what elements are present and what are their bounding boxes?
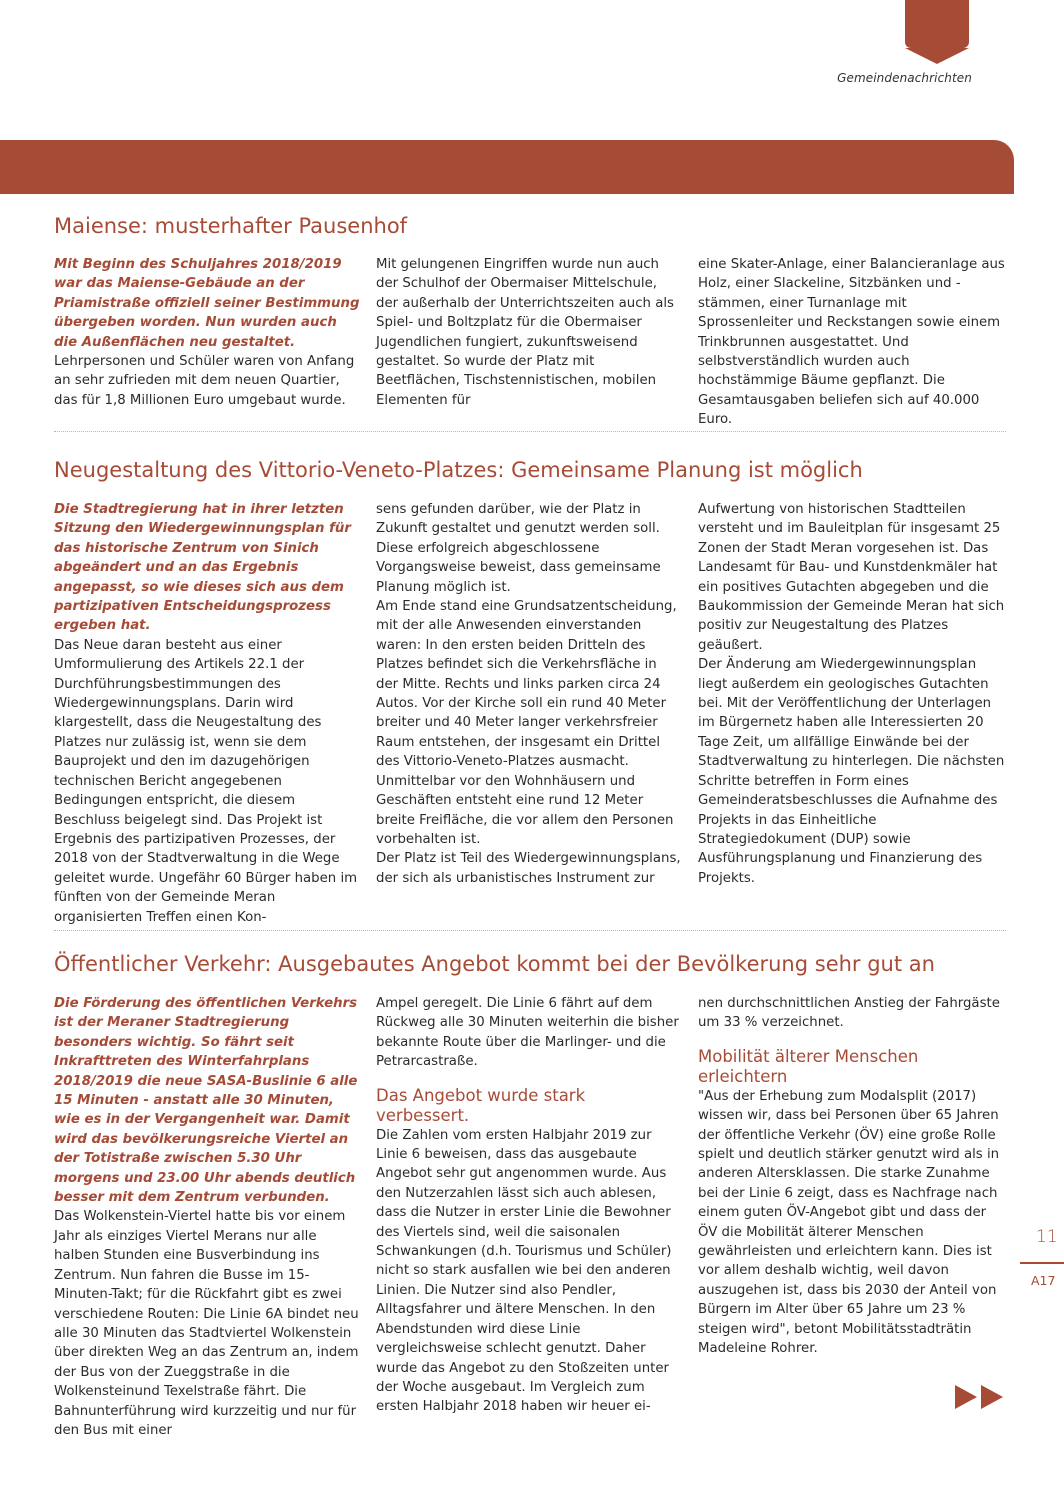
column-3 xyxy=(698,994,1006,1440)
article-paragraph: Der Platz ist Teil des Wiedergewinnungsplans, der sich als urbanistisches Instrument zur xyxy=(376,851,681,886)
column-2 xyxy=(376,255,682,430)
article-lead: Mit Beginn des Schuljahres 2018/2019 war das Maiense-Gebäude an der Priamistraße offiziell seiner Bestimmung übergeben worden. Nun wurden auch die Außenflächen neu gestaltet. xyxy=(54,257,360,350)
article-paragraph: eine Skater-Anlage, einer Balancieranlage aus Holz, einer Slackeline, Sitzbänken und -stämmen, einer Turnanlage mit Sprossenleiter und Reckstangen sowie einem Trinkbrunnen ausgestattet. Und selbstverständlich wurden auch hochstämmige Bäume gepflanzt. Die Gesamtausgaben beliefen sich auf 40.000 Euro. xyxy=(698,257,1005,428)
column-1 xyxy=(54,500,360,927)
page-number: 11 xyxy=(1036,1227,1058,1247)
section-divider xyxy=(54,431,1006,432)
column-3 xyxy=(698,255,1006,430)
article-paragraph: Aufwertung von historischen Stadtteilen versteht und im Bauleitplan für insgesamt 25 Zonen der Stadt Meran vorgesehen ist. Das Landesamt für Bau- und Kunstdenkmäler hat ein positives Gutachten abgegeben und die Baukommission der Gemeinde Meran hat sich positiv zur Neugestaltung des Platzes geäußert. xyxy=(698,502,1005,653)
article-maiense xyxy=(54,212,1006,430)
article-paragraph: Am Ende stand eine Grundsatzentscheidung, mit der alle Anwesenden einverstanden waren: In den ersten beiden Dritteln des Platzes befindet sich die Verkehrsfläche in der Mitte. Rechts und links parken circa 24 Autos. Vor der Kirche soll ein rund 40 Meter breiter und 40 Meter langer verkehrsfreier Raum entstehen, der insgesamt ein Drittel des Vittorio-Veneto-Platzes ausmacht. Unmittelbar vor den Wohnhäusern und Geschäften entsteht eine rund 12 Meter breite Freifläche, die vor allem den Personen vorbehalten ist. xyxy=(376,599,677,847)
article-columns xyxy=(54,255,1006,430)
article-paragraph: Die Zahlen vom ersten Halbjahr 2019 zur Linie 6 beweisen, dass das ausgebaute Angebot sehr gut angenommen wurde. Aus den Nutzerzahlen lässt sich auch ablesen, dass die Nutzer in erster Linie die Bewohner des Viertels sind, weil die saisonalen Schwankungen (d.h. Tourismus und Schüler) nicht so stark ausfallen wie bei den anderen Linien. Die Nutzer sind also Pendler, Alltagsfahrer und ältere Menschen. In den Abendstunden wird diese Linie vergleichsweise schlecht genutzt. Daher wurde das Angebot zu den Stoßzeiten unter der Woche ausgebaut. Im Vergleich zum ersten Halbjahr 2018 haben wir heuer ei- xyxy=(376,1127,672,1415)
article-paragraph: Lehrpersonen und Schüler waren von Anfang an sehr zufrieden mit dem neuen Quartier, das für 1,8 Millionen Euro umgebaut wurde. xyxy=(54,354,355,408)
article-paragraph: "Aus der Erhebung zum Modalsplit (2017) wissen wir, dass bei Personen über 65 Jahren der öffentliche Verkehr (ÖV) eine große Rolle spielt und deutlich stärker genutzt wird als in anderen Altersklassen. Die starke Zunahme bei der Linie 6 zeigt, dass es Nachfrage nach einem guten ÖV-Angebot gibt und dass der ÖV die Mobilität älterer Menschen gewährleisten und erleichtern kann. Dies ist vor allem deshalb wichtig, weil davon auszugehen ist, dass bis 2030 der Anteil von Bürgern im Alter über 65 Jahre um 23 % steigen wird", betont Mobilitätsstadträtin Madeleine Rohrer. xyxy=(698,1088,1000,1357)
article-columns xyxy=(54,994,1006,1440)
article-paragraph: Das Neue daran besteht aus einer Umformulierung des Artikels 22.1 der Durchführungsbestimmungen des Wiedergewinnungsplans. Darin wird klargestellt, dass die Neugestaltung des Platzes nur zulässig ist, wenn sie dem Bauprojekt und den im dazugehörigen technischen Bericht angegebenen Bedingungen entspricht, die diesem Beschluss beigelegt sind. Das Projekt ist Ergebnis des partizipativen Prozesses, der 2018 von der Stadtverwaltung in die Wege geleitet wurde. Ungefähr 60 Bürger haben im fünften von der Gemeinde Meran organisierten Treffen einen Kon- xyxy=(54,637,358,925)
article-title: Maiense: musterhafter Pausenhof xyxy=(54,214,408,238)
subheading: Das Angebot wurde stark verbessert. xyxy=(376,1085,586,1125)
article-columns xyxy=(54,500,1006,927)
page-number-rule xyxy=(1020,1262,1064,1264)
column-2 xyxy=(376,994,682,1440)
article-vittorio-veneto xyxy=(54,456,1006,927)
article-paragraph: Das Wolkenstein-Viertel hatte bis vor einem Jahr als einziges Viertel Merans nur alle halben Stunden eine Busverbindung ins Zentrum. Nun fahren die Busse im 15-Minuten-Takt; für die Rückfahrt gibt es zwei verschiedene Routen: Die Linie 6A bindet neu alle 30 Minuten das Stadtviertel Wolkenstein über direkten Weg an das Zentrum an, indem der Bus von der Zueggstraße in die Wolkensteinund Texelstraße fährt. Die Bahnunterführung wird kurzzeitig und nur für den Bus mit einer xyxy=(54,1209,359,1438)
column-3 xyxy=(698,500,1006,927)
article-lead: Die Stadtregierung hat in ihrer letzten Sitzung den Wiedergewinnungsplan für das historische Zentrum von Sinich abgeändert und an das Ergebnis angepasst, so wie dieses sich aus dem partizipativen Entscheidungsprozess ergeben hat. xyxy=(54,502,351,634)
article-paragraph: Ampel geregelt. Die Linie 6 fährt auf dem Rückweg alle 30 Minuten weiterhin die bisher bekannte Route über die Marlinger- und die Petrarcastraße. xyxy=(376,996,679,1070)
article-lead: Die Förderung des öffentlichen Verkehrs ist der Meraner Stadtregierung besonders wichtig. So fährt seit Inkrafttreten des Winterfahrplans 2018/2019 die neue SASA-Buslinie 6 alle 15 Minuten - anstatt alle 30 Minuten, wie es in der Vergangenheit war. Damit wird das bevölkerungsreiche Viertel an der Totistraße zwischen 5.30 Uhr morgens und 23.00 Uhr abends deutlich besser mit dem Zentrum verbunden. xyxy=(54,996,358,1206)
column-1 xyxy=(54,994,360,1440)
double-arrow-right-icon[interactable] xyxy=(955,1385,1005,1409)
article-title: Öffentlicher Verkehr: Ausgebautes Angebot kommt bei der Bevölkerung sehr gut an xyxy=(54,952,935,976)
article-paragraph: sens gefunden darüber, wie der Platz in Zukunft gestaltet und genutzt werden soll. Diese erfolgreich abgeschlossene Vorgangsweise beweist, dass gemeinsame Planung möglich ist. xyxy=(376,502,661,595)
article-paragraph: Mit gelungenen Eingriffen wurde nun auch der Schulhof der Obermaiser Mittelschule, der außerhalb der Unterrichtszeiten auch als Spiel- und Boltzplatz für die Obermaiser Jugendlichen fungiert, zukunftsweisend gestaltet. So wurde der Platz mit Beetflächen, Tischstennistischen, mobilen Elementen für xyxy=(376,257,674,408)
header-tab-marker xyxy=(905,0,969,48)
article-oeffentlicher-verkehr xyxy=(54,950,1006,1440)
header-banner xyxy=(0,140,1014,194)
column-2 xyxy=(376,500,682,927)
header-tab-point xyxy=(905,48,969,64)
article-paragraph: Der Änderung am Wiedergewinnungsplan liegt außerdem ein geologisches Gutachten bei. Mit der Veröffentlichung der Unterlagen im Bürgernetz haben alle Interessierten 20 Tage Zeit, um allfällige Einwände bei der Stadtverwaltung zu hinterlegen. Die nächsten Schritte betreffen in Form eines Gemeinderatsbeschlusses die Aufnahme des Projekts in das Einheitliche Strategiedokument (DUP) sowie Ausführungsplanung und Finanzierung des Projekts. xyxy=(698,657,1005,886)
article-paragraph: nen durchschnittlichen Anstieg der Fahrgäste um 33 % verzeichnet. xyxy=(698,996,1000,1031)
section-label: Gemeindenachrichten xyxy=(837,71,972,85)
column-1 xyxy=(54,255,360,430)
section-divider xyxy=(54,930,1006,931)
subheading: Mobilität älterer Menschen erleichtern xyxy=(698,1046,919,1086)
article-title: Neugestaltung des Vittorio-Veneto-Platzes: Gemeinsame Planung ist möglich xyxy=(54,458,863,482)
page-code: A17 xyxy=(1031,1273,1056,1288)
